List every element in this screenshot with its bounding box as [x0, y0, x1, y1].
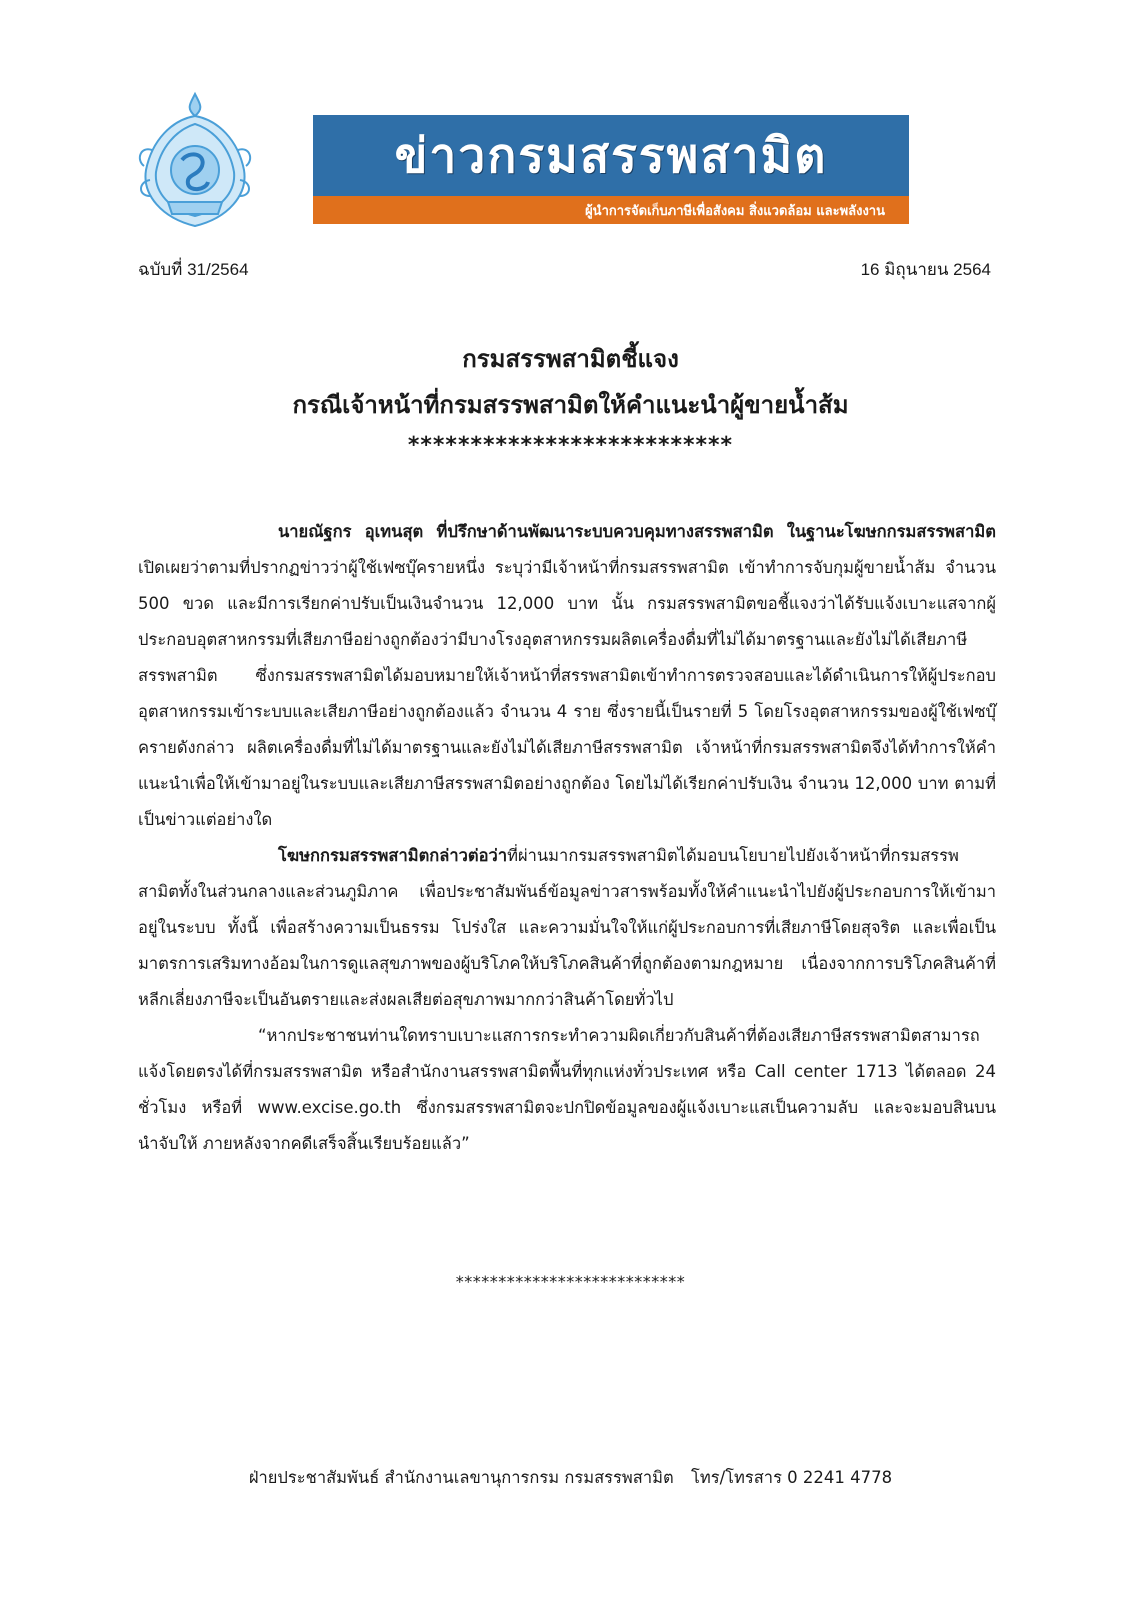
paragraph-3-quote: “หากประชาชนท่านใดทราบเบาะแสการกระทำความผิดเกี่ยวกับสินค้าที่ต้องเสียภาษีสรรพสามิตสามารถแจ้งโดยตรงได้ที่กรมสรรพสามิต หรือสำนักงานสรรพสามิตพื้นที่ทุกแห่งทั่วประเทศ หรือ Call center 1713 ได้ตลอด 24 ชั่วโมง หรือที่ www.excise.go.th ซึ่งกรมสรรพสามิตจะปกปิดข้อมูลของผู้แจ้งเบาะแสเป็นความลับ และจะมอบสินบนนำจับให้ ภายหลังจากคดีเสร็จสิ้นเรียบร้อยแล้ว”: [138, 1026, 996, 1153]
footer-contact: [0, 1465, 1141, 1491]
footer-phone: โทร/โทรสาร 0 2241 4778: [690, 1468, 893, 1487]
issue-number: ฉบับที่ 31/2564: [138, 260, 249, 279]
excise-department-seal-logo: [132, 90, 258, 230]
footer-department: ฝ่ายประชาสัมพันธ์ สำนักงานเลขานุการกรม กรมสรรพสามิต: [248, 1468, 674, 1487]
paragraph-1-lead: นายณัฐกร อุเทนสุต ที่ปรึกษาด้านพัฒนาระบบควบคุมทางสรรพสามิต ในฐานะโฆษกกรมสรรพสามิต: [278, 522, 996, 541]
banner-slogan-bar: [313, 196, 909, 224]
headline-divider: **************************: [407, 433, 734, 458]
article-body: [138, 514, 996, 1162]
headline-line-2: กรณีเจ้าหน้าที่กรมสรรพสามิตให้คำแนะนำผู้ขายน้ำส้ม: [292, 391, 849, 419]
paragraph-1-text: เปิดเผยว่าตามที่ปรากฏข่าวว่าผู้ใช้เฟซบุ๊ครายหนึ่ง ระบุว่ามีเจ้าหน้าที่กรมสรรพสามิต เข้าทำการจับกุมผู้ขายน้ำส้ม จำนวน 500 ขวด และมีการเรียกค่าปรับเป็นเงินจำนวน 12,000 บาท นั้น กรมสรรพสามิตขอชี้แจงว่าได้รับแจ้งเบาะแสจากผู้ประกอบอุตสาหกรรมที่เสียภาษีอย่างถูกต้องว่ามีบางโรงอุตสาหกรรมผลิตเครื่องดื่มที่ไม่ได้มาตรฐานและยังไม่ได้เสียภาษีสรรพสามิต ซึ่งกรมสรรพสามิตได้มอบหมายให้เจ้าหน้าที่สรรพสามิตเข้าทำการตรวจสอบและได้ดำเนินการให้ผู้ประกอบอุตสาหกรรมเข้าระบบและเสียภาษีอย่างถูกต้องแล้ว จำนวน 4 ราย ซึ่งรายนี้เป็นรายที่ 5 โดยโรงอุตสาหกรรมของผู้ใช้เฟซบุ๊ครายดังกล่าว ผลิตเครื่องดื่มที่ไม่ได้มาตรฐานและยังไม่ได้เสียภาษีสรรพสามิต เจ้าหน้าที่กรมสรรพสามิตจึงได้ทำการให้คำแนะนำเพื่อให้เข้ามาอยู่ในระบบและเสียภาษีสรรพสามิตอย่างถูกต้อง โดยไม่ได้เรียกค่าปรับเงิน จำนวน 12,000 บาท ตามที่เป็นข่าวแต่อย่างใด: [138, 558, 996, 829]
banner-slogan: ผู้นำการจัดเก็บภาษีเพื่อสังคม สิ่งแวดล้อม และพลังงาน: [585, 203, 885, 219]
news-banner: [313, 115, 909, 224]
paragraph-2-text: ที่ผ่านมากรมสรรพสามิตได้มอบนโยบายไปยังเจ้าหน้าที่กรมสรรพสามิตทั้งในส่วนกลางและส่วนภูมิภาค เพื่อประชาสัมพันธ์ข้อมูลข่าวสารพร้อมทั้งให้คำแนะนำไปยังผู้ประกอบการให้เข้ามาอยู่ในระบบ ทั้งนี้ เพื่อสร้างความเป็นธรรม โปร่งใส และความมั่นใจให้แก่ผู้ประกอบการที่เสียภาษีโดยสุจริต และเพื่อเป็นมาตรการเสริมทางอ้อมในการดูแลสุขภาพของผู้บริโภคให้บริโภคสินค้าที่ถูกต้องตามกฎหมาย เนื่องจากการบริโภคสินค้าที่หลีกเลี่ยงภาษีจะเป็นอันตรายและส่งผลเสียต่อสุขภาพมากกว่าสินค้าโดยทั่วไป: [138, 846, 996, 1009]
release-date: 16 มิถุนายน 2564: [860, 260, 991, 279]
paragraph-1: [138, 514, 996, 838]
paragraph-2: [138, 838, 996, 1018]
end-divider: ***************************: [455, 1272, 686, 1291]
headline-line-1: กรมสรรพสามิตชี้แจง: [462, 345, 679, 373]
banner-title: ข่าวกรมสรรพสามิต: [394, 127, 828, 184]
banner-title-bar: [313, 115, 909, 196]
paragraph-2-lead: โฆษกกรมสรรพสามิตกล่าวต่อว่า: [278, 846, 508, 865]
